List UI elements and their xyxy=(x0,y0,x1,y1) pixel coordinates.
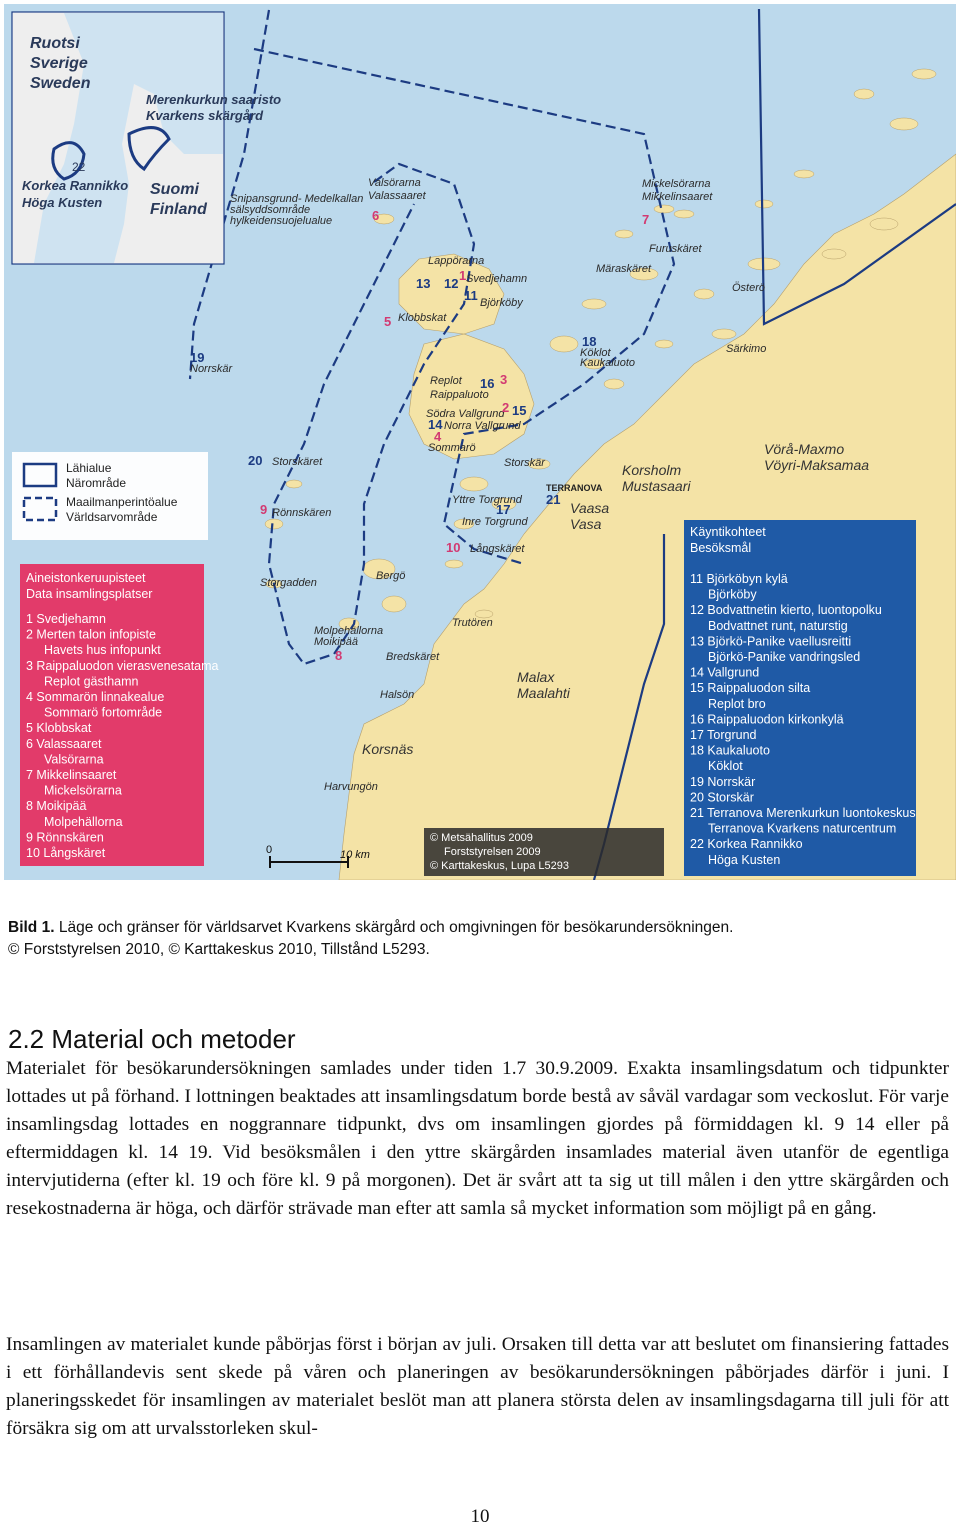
svg-text:Rönnskären: Rönnskären xyxy=(272,507,332,519)
svg-text:Bredskäret: Bredskäret xyxy=(386,651,440,663)
svg-text:Långskäret: Långskäret xyxy=(470,543,525,555)
svg-text:3: 3 xyxy=(500,372,508,387)
svg-text:© Metsähallitus 2009Forststyre: © Metsähallitus 2009 Forststyrelsen 2009 © Karttakeskus, Lupa L5293 xyxy=(430,832,569,872)
svg-text:Korkea RannikkoHöga Kusten: Korkea Rannikko Höga Kusten xyxy=(22,178,129,210)
legend-item: 2 Merten talon infopiste xyxy=(26,627,156,642)
legend-item: Replot gästhamn xyxy=(44,674,139,689)
svg-text:Björköby: Björköby xyxy=(480,297,523,309)
legend-item: Höga Kusten xyxy=(708,852,781,867)
legend-item: 8 Moikipää xyxy=(26,799,87,814)
svg-text:17: 17 xyxy=(496,502,511,517)
legend-item: 4 Sommarön linnakealue xyxy=(26,690,165,704)
svg-text:Storskäret: Storskäret xyxy=(272,456,323,468)
svg-text:ValsörarnaValassaaret: Valsörarna Valassaaret xyxy=(368,177,426,202)
svg-text:KäyntikohteetBesöksmål: Käyntikohteet Besöksmål xyxy=(690,525,766,555)
svg-text:18: 18 xyxy=(582,334,597,349)
section-heading: 2.2 Material och metoder xyxy=(8,1024,296,1054)
svg-text:AineistonkeruupisteetData insa: Aineistonkeruupisteet Data insamlingsplatser xyxy=(26,571,153,601)
svg-text:Snipansgrund- Medelkallansälsy: Snipansgrund- Medelkallan sälsyddsområde hylkeidensuojelualue xyxy=(230,193,364,227)
legend-item: 21 Terranova Merenkurkun luontokeskus xyxy=(690,806,916,820)
legend-item: 1 Svedjehamn xyxy=(26,612,106,626)
caption-text: Läge och gränser för världsarvet Kvarkens skärgård och omgivningen för besökarundersökningen. xyxy=(58,919,734,936)
svg-text:15: 15 xyxy=(512,403,527,418)
svg-text:Trutören: Trutören xyxy=(452,617,493,629)
svg-text:ReplotRaippaluoto: Replot Raippaluoto xyxy=(430,375,489,401)
svg-text:2: 2 xyxy=(502,400,510,415)
legend-item: Havets hus infopunkt xyxy=(44,643,161,658)
svg-text:Storskär: Storskär xyxy=(504,457,545,469)
legend-item: 11 Björköbyn kylä xyxy=(690,572,788,586)
legend-item: Sommarö fortområde xyxy=(44,705,163,720)
svg-text:Storgadden: Storgadden xyxy=(260,577,317,589)
svg-text:Klobbskat: Klobbskat xyxy=(398,312,447,324)
page-number: 10 xyxy=(470,1506,490,1527)
legend-item: Mickelsörarna xyxy=(44,783,122,798)
legend-item: 17 Torgrund xyxy=(690,728,757,742)
legend-item: 6 Valassaaret xyxy=(26,736,102,751)
legend-item: Björköby xyxy=(708,587,757,602)
legend-item: 5 Klobbskat xyxy=(26,721,92,736)
svg-text:Furuskäret: Furuskäret xyxy=(649,243,702,255)
legend-item: 12 Bodvattnetin kierto, luontopolku xyxy=(690,603,882,618)
svg-text:22: 22 xyxy=(72,160,86,174)
legend-item: 20 Storskär xyxy=(690,790,754,805)
svg-text:20: 20 xyxy=(248,453,263,468)
legend-item: 16 Raippaluodon kirkonkylä xyxy=(690,712,844,727)
svg-text:Halsön: Halsön xyxy=(380,689,415,701)
svg-text:16: 16 xyxy=(480,376,495,391)
svg-text:MaailmanperintöalueVärldsarvom: Maailmanperintöalue Världsarvområde xyxy=(66,495,178,524)
caption-label: Bild 1. xyxy=(8,919,55,936)
svg-text:Norra Vallgrund: Norra Vallgrund xyxy=(444,420,521,432)
legend-item: Replot bro xyxy=(708,696,766,711)
legend-item: 3 Raippaluodon vierasvenesatama xyxy=(26,658,219,673)
body-paragraph: Insamlingen av materialet kunde påbörjas först i början av juli. Orsaken till detta var att beslutet om finansiering fattades i ett förhållandevis sent skede på våren och planeringen av besökarundersökningen påbörjades därför i juni. I planeringsskedet för insamlingen av materialet beslöt man att planera största delen av insamlingsdagarna till juli för att försäkra sig om att urvalsstorleken skul- xyxy=(6,1334,949,1439)
svg-text:TERRANOVA: TERRANOVA xyxy=(546,483,603,493)
svg-text:LähialueNärområde: Lähialue Närområde xyxy=(66,461,127,490)
legend-item: 10 Långskäret xyxy=(26,846,106,860)
svg-text:Vörå-MaxmoVöyri-Maksamaa: Vörå-Maxmo Vöyri-Maksamaa xyxy=(764,441,870,473)
svg-text:VaasaVasa: Vaasa Vasa xyxy=(570,500,610,532)
legend-item: 22 Korkea Rannikko xyxy=(690,837,803,852)
svg-text:6: 6 xyxy=(372,208,380,223)
legend-item: Molpehällorna xyxy=(44,814,123,829)
svg-text:RuotsiSverigeSweden: Ruotsi Sverige Sweden xyxy=(30,35,91,92)
legend-item: Köklot xyxy=(708,759,743,774)
svg-text:5: 5 xyxy=(384,314,392,329)
figure-caption xyxy=(8,917,948,960)
svg-text:9: 9 xyxy=(260,502,268,517)
copyright-notice xyxy=(424,828,664,876)
svg-text:8: 8 xyxy=(335,648,343,663)
svg-text:Lappörarna: Lappörarna xyxy=(428,255,485,267)
legend-item: Terranova Kvarkens naturcentrum xyxy=(708,821,897,836)
svg-text:Norrskär: Norrskär xyxy=(190,363,233,375)
legend-item: 7 Mikkelinsaaret xyxy=(26,768,117,782)
svg-text:11: 11 xyxy=(464,288,478,303)
legend-item: 18 Kaukaluoto xyxy=(690,743,770,758)
legend-item: Bodvattnet runt, naturstig xyxy=(708,618,848,633)
svg-text:Märaskäret: Märaskäret xyxy=(596,263,652,275)
svg-text:MalaxMaalahti: Malax Maalahti xyxy=(517,669,570,701)
svg-text:KöklotKaukaluoto: Köklot Kaukaluoto xyxy=(580,347,636,369)
svg-text:1: 1 xyxy=(459,268,467,283)
svg-text:MolpehällornaMoikipää: Molpehällorna Moikipää xyxy=(314,625,384,648)
map-figure xyxy=(4,4,956,880)
svg-text:Bergö: Bergö xyxy=(376,570,406,582)
legend-item: 19 Norrskär xyxy=(690,774,756,789)
visit-sites-legend xyxy=(684,520,916,876)
svg-text:Yttre Torgrund: Yttre Torgrund xyxy=(452,494,522,506)
legend-item: Valsörarna xyxy=(44,752,104,767)
svg-text:12: 12 xyxy=(444,276,459,291)
legend-item: 14 Vallgrund xyxy=(690,665,760,680)
svg-text:Harvungön: Harvungön xyxy=(324,781,378,793)
svg-text:Korsnäs: Korsnäs xyxy=(362,741,414,757)
svg-text:13: 13 xyxy=(416,276,431,291)
legend-item: 9 Rönnskären xyxy=(26,830,104,845)
svg-text:Inre Torgrund: Inre Torgrund xyxy=(462,516,528,528)
body-paragraph: Materialet för besökarundersökningen samlades under tiden 1.7 30.9.2009. Exakta insamlingsdatum och tidpunkter lottades ut på förhand. I lottningen beaktades att insamlingsdatum borde bestå av såväl vardagar som veckoslut. För varje insamlingsdag lottades en noggrannare tidpunkt, dvs om insamlingen gjordes på förmiddagen kl. 9 14 eller på eftermiddagen kl. 14 19. Vid besöksmålen i den yttre skärgården insamlades material även utanför de egentliga intervjutiderna (efter kl. 19 och före kl. 9 på morgonen). Det är svårt att ta sig ut till målen i den yttre skärgården och resekostnaderna är höga, och därför strävade man efter att samla så mycket information som möjligt på en gång. xyxy=(6,1058,949,1219)
svg-text:10 km: 10 km xyxy=(340,849,370,861)
svg-text:Österö: Österö xyxy=(732,282,766,294)
boundary-legend xyxy=(12,452,208,540)
svg-text:4: 4 xyxy=(434,429,442,444)
svg-text:SuomiFinland: Suomi Finland xyxy=(150,181,207,218)
svg-text:MickelsörarnaMikkelinsaaret: Mickelsörarna Mikkelinsaaret xyxy=(642,178,713,203)
legend-item: 15 Raippaluodon silta xyxy=(690,681,811,696)
caption-credits: © Forststyrelsen 2010, © Karttakeskus 2010, Tillstånd L5293. xyxy=(8,940,430,958)
data-points-legend xyxy=(20,564,219,866)
svg-text:14: 14 xyxy=(428,417,443,432)
svg-text:0: 0 xyxy=(266,844,273,856)
svg-text:KorsholmMustasaari: Korsholm Mustasaari xyxy=(622,462,691,494)
svg-text:19: 19 xyxy=(190,350,205,365)
legend-item: Björkö-Panike vandringsled xyxy=(708,650,861,664)
legend-item: 13 Björkö-Panike vaellusreitti xyxy=(690,634,852,649)
svg-text:Svedjehamn: Svedjehamn xyxy=(466,273,528,285)
svg-text:Södra Vallgrund: Södra Vallgrund xyxy=(426,408,505,420)
svg-text:10: 10 xyxy=(446,540,461,555)
svg-text:21: 21 xyxy=(546,492,561,507)
svg-text:Särkimo: Särkimo xyxy=(726,343,767,355)
svg-text:Merenkurkun saaristoKvarkens s: Merenkurkun saaristo Kvarkens skärgård xyxy=(146,92,282,123)
svg-text:Sommarö: Sommarö xyxy=(428,442,476,454)
svg-text:7: 7 xyxy=(642,212,650,227)
